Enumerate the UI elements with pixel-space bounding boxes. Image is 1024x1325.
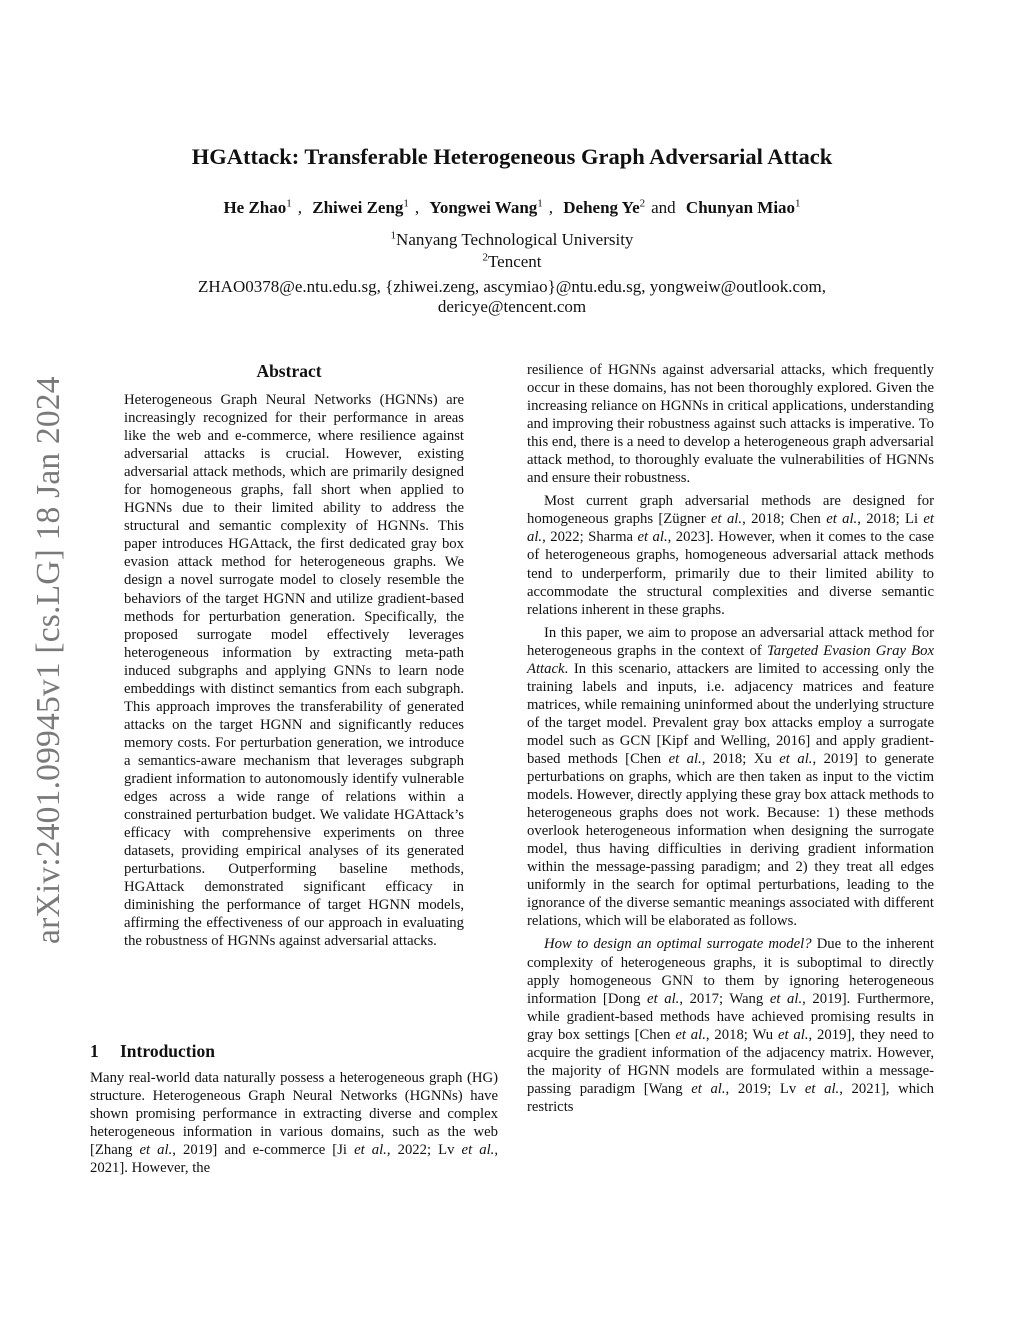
text-run: Due to the inherent complexity of heterogeneous graphs, it is suboptimal to directly apply homogeneous GNN to them by ignoring heterogeneous information [Dong xyxy=(527,936,934,1007)
author-separator: and xyxy=(651,198,676,217)
author-separator: , xyxy=(297,198,303,217)
section-title: Introduction xyxy=(120,1041,215,1061)
email-line: dericye@tencent.com xyxy=(437,297,587,316)
affiliation-marker: 2 xyxy=(482,251,488,264)
section-number: 1 xyxy=(90,1041,99,1061)
text-run: , 2019]. Furthermore, while gradient-based methods have achieved promising results in gray box settings [Chen xyxy=(527,990,934,1043)
italic-text: et al. xyxy=(668,750,702,767)
author-name: Yongwei Wang xyxy=(429,198,538,217)
text-run: , 2018; Li xyxy=(857,511,924,528)
text-run: , 2021], which restricts xyxy=(527,1080,934,1115)
italic-text: et al. xyxy=(769,990,803,1007)
text-run: , 2022; Lv xyxy=(386,1142,462,1159)
text-run: , 2019] to generate perturbations on graphs, which are then taken as input to the victim models. However, directly applying these gray box attack methods to heterogeneous graphs does not work. Because: 1) these methods overlook heterogeneous information when designing the surrogate model, thus having difficulties in deriving gradient information within the message-passing paradigm; and 2) they treat all edges uniformly in the search for optimal perturbations, leading to the ignorance of the diverse semantic meanings associated with different relations, which will be elaborated as follows. xyxy=(527,750,935,930)
italic-text: et al. xyxy=(527,511,934,546)
author-name: Zhiwei Zeng xyxy=(312,198,404,217)
italic-text: et al. xyxy=(779,750,813,767)
paragraph xyxy=(527,361,934,487)
affiliation-marker: 1 xyxy=(537,197,543,210)
text-run: , 2023]. However, when it comes to the case of heterogeneous graphs, homogeneous adversarial attack methods tend to underperform, primarily due to their limited ability to accommodate the structural complexities and diverse semantic relations inherent in these graphs. xyxy=(527,529,934,618)
italic-text: et al. xyxy=(691,1080,726,1097)
text-run: , 2018; Wu xyxy=(705,1026,778,1043)
introduction-body xyxy=(90,1069,498,1177)
author-separator: , xyxy=(414,198,420,217)
italic-text: et al. xyxy=(354,1142,387,1159)
author-separator: , xyxy=(548,198,554,217)
text-run: , 2021]. However, the xyxy=(90,1142,498,1177)
author-name: Chunyan Miao xyxy=(685,198,796,217)
italic-text: et al. xyxy=(139,1142,173,1159)
affiliation-name: Tencent xyxy=(487,252,542,271)
text-run: , 2017; Wang xyxy=(679,990,770,1007)
paragraph xyxy=(527,624,934,931)
abstract-text: Heterogeneous Graph Neural Networks (HGNNs) are increasingly recognized for their performance in areas like the web and e-commerce, where resilience against adversarial attacks is crucial. However, existing adversarial attack methods, which are primarily designed for homogeneous graphs, fall short when applied to HGNNs due to their limited ability to address the structural and semantic complexity of HGNNs. This paper introduces HGAttack, the first dedicated gray box evasion attack method for heterogeneous graphs. We design a novel surrogate model to closely resemble the behaviors of the target HGNN and utilize gradient-based methods for perturbation generation. Specifically, the proposed surrogate model effectively leverages heterogeneous information by extracting meta-path induced subgraphs and applying GNNs to learn node embeddings with distinct semantics from each subgraph. This approach improves the transferability of generated attacks on the target HGNN and significantly reduces memory costs. For perturbation generation, we introduce a semantics-aware mechanism that leverages subgraph gradient information to autonomously identify vulnerable edges across a wide range of relations within a constrained perturbation budget. We validate HGAttack’s efficacy with comprehensive experiments on three datasets, providing empirical analyses of its generated perturbations. Outperforming baseline methods, HGAttack demonstrated significant efficacy in diminishing the performance of target HGNN models, affirming the effectiveness of our approach in evaluating the robustness of HGNNs against adversarial attacks. xyxy=(124,392,464,950)
italic-text: et al. xyxy=(804,1080,840,1097)
italic-text: et al. xyxy=(637,529,668,546)
italic-text: et al. xyxy=(461,1142,495,1159)
text-run: , 2022; Sharma xyxy=(542,529,638,546)
affiliation-line xyxy=(0,252,1024,272)
author-name: Deheng Ye xyxy=(563,198,640,217)
text-run: , 2018; Xu xyxy=(701,750,780,767)
text-run: In this paper, we aim to propose an adversarial attack method for heterogeneous graphs in the context of xyxy=(527,624,934,659)
affiliation-marker: 1 xyxy=(795,197,801,210)
text-run: , 2019; Lv xyxy=(725,1080,805,1097)
abstract-body xyxy=(124,391,464,950)
text-run: Many real-world data naturally possess a heterogeneous graph (HG) structure. Heterogeneous Graph Neural Networks (HGNNs) have shown promising performance in extracting diverse and complex heterogeneous information in various domains, such as the web [Zhang xyxy=(90,1070,498,1159)
abstract-heading: Abstract xyxy=(256,361,322,381)
italic-text: How to design an optimal surrogate model? xyxy=(544,936,812,953)
section-heading xyxy=(90,1041,215,1062)
italic-text: Targeted Evasion Gray Box Attack xyxy=(527,642,934,677)
italic-text: et al. xyxy=(711,511,743,528)
text-run: , 2019], they need to acquire the gradient information of the adjacency matrix. However, the majority of HGNN models are formulated within a message-passing paradigm [Wang xyxy=(527,1026,935,1097)
email-line: ZHAO0378@e.ntu.edu.sg, {zhiwei.zeng, ascymiao}@ntu.edu.sg, yongweiw@outlook.com, xyxy=(198,277,826,296)
text-run: , 2019] and e-commerce [Ji xyxy=(172,1142,355,1159)
affiliation-marker: 1 xyxy=(403,197,409,210)
paragraph xyxy=(90,1069,498,1177)
text-run: Most current graph adversarial methods are designed for homogeneous graphs [Zügner xyxy=(527,493,934,528)
affiliation-marker: 1 xyxy=(390,229,397,242)
italic-text: et al. xyxy=(647,990,680,1007)
italic-text: et al. xyxy=(675,1026,706,1043)
paper-title: HGAttack: Transferable Heterogeneous Graph Adversarial Attack xyxy=(191,144,833,169)
text-run: . In this scenario, attackers are limited to accessing only the training labels and inputs, i.e. adjacency matrices and feature matrices, while remaining uninformed about the underlying structure of the target model. Prevalent gray box attacks employ a surrogate model such as GCN [Kipf and Welling, 2016] and apply gradient-based methods [Chen xyxy=(527,660,934,767)
text-run: , 2018; Chen xyxy=(742,511,827,528)
paragraph xyxy=(527,935,934,1115)
paragraph xyxy=(527,492,934,618)
italic-text: et al. xyxy=(777,1026,809,1043)
affiliation-name: Nanyang Technological University xyxy=(396,230,634,249)
arxiv-identifier[interactable]: arXiv:2401.09945v1 [cs.LG] 18 Jan 2024 xyxy=(30,376,67,944)
affiliation-line xyxy=(0,230,1024,250)
right-column-body xyxy=(527,361,934,1116)
author-name: He Zhao xyxy=(223,198,287,217)
italic-text: et al. xyxy=(826,511,858,528)
affiliation-marker: 1 xyxy=(286,197,292,210)
affiliation-marker: 2 xyxy=(639,197,646,210)
text-run: resilience of HGNNs against adversarial attacks, which frequently occur in these domains, has not been thoroughly explored. Given the increasing reliance on HGNNs in critical applications, understanding and improving their robustness against such attacks is imperative. To this end, there is a need to develop a heterogeneous graph adversarial attack method, to thoroughly evaluate the vulnerabilities of HGNNs and ensure their robustness. xyxy=(527,362,935,487)
author-list xyxy=(0,198,1024,218)
